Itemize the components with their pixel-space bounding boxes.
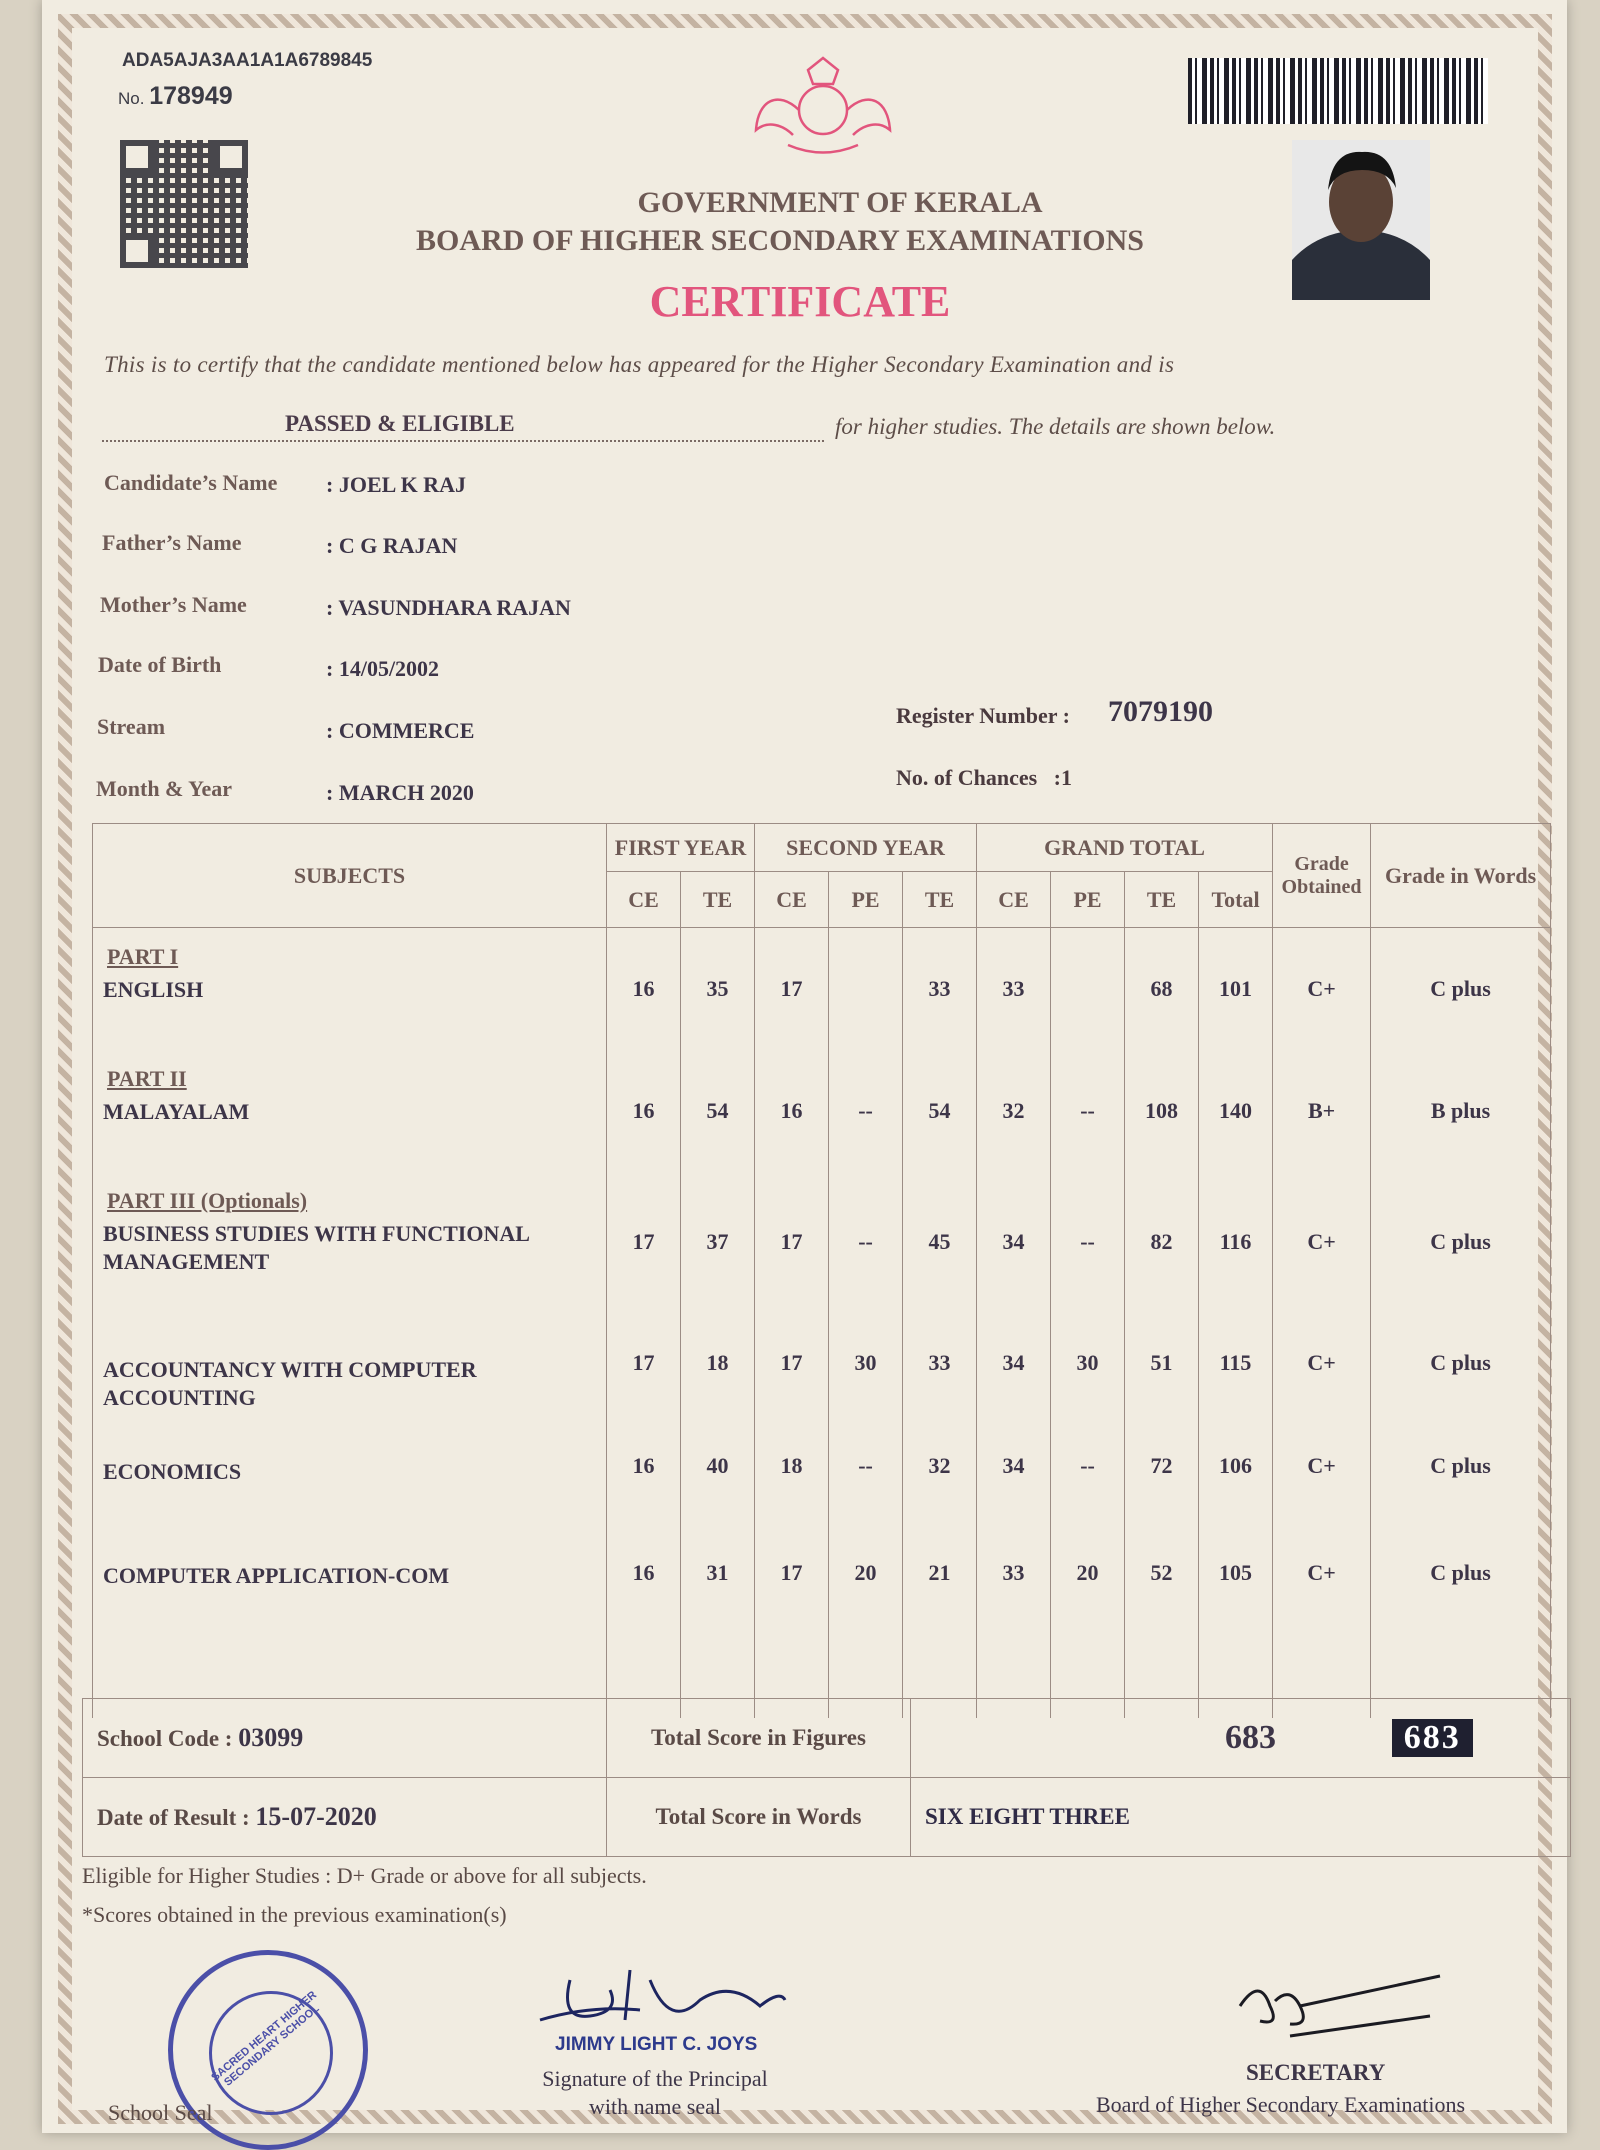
sy-pe-cell [829,928,903,1050]
subject-name: MALAYALAM [103,1098,250,1124]
grade-cell: C+ [1273,1518,1371,1628]
total-header: Total [1199,872,1273,928]
gt-te-cell: 108 [1125,1050,1199,1172]
fy-te-cell: 40 [681,1414,755,1518]
gt-ce-cell: 33 [977,1518,1051,1628]
table-row [93,1050,1551,1172]
dotted-line [102,440,824,442]
table-row [93,1518,1551,1628]
subject-cell [93,1172,607,1312]
certificate-number: No. 178949 [118,82,233,110]
te-header: TE [681,872,755,928]
subject-name: ACCOUNTANCY WITH COMPUTER ACCOUNTING [103,1356,477,1410]
grade-cell: C+ [1273,1312,1371,1414]
field-value: : VASUNDHARA RAJAN [326,595,571,620]
gt-te-cell: 82 [1125,1172,1199,1312]
total-words: SIX EIGHT THREE [911,1778,1571,1857]
subject-cell [93,1050,607,1172]
gt-ce-cell: 34 [977,1172,1051,1312]
school-code: School Code : 03099 [83,1699,607,1778]
sy-te-cell: 32 [903,1414,977,1518]
total-figures-label: Total Score in Figures [607,1699,911,1778]
fy-te-cell: 35 [681,928,755,1050]
total-cell: 140 [1199,1050,1273,1172]
field-label: Month & Year [96,776,233,801]
fy-ce-cell: 16 [607,1414,681,1518]
field-value: : MARCH 2020 [326,780,474,805]
sy-te-cell: 33 [903,928,977,1050]
school-seal-label: School Seal [108,2100,213,2125]
sy-ce-cell: 17 [755,928,829,1050]
fy-te-cell: 37 [681,1172,755,1312]
principal-name-seal: JIMMY LIGHT C. JOYS [555,2034,758,2055]
sy-pe-cell: -- [829,1172,903,1312]
seal-text: SACRED HEART HIGHER SECONDARY SCHOOL [209,1988,322,2089]
grade-cell: C+ [1273,928,1371,1050]
table-row [93,1312,1551,1414]
second-year-header: SECOND YEAR [755,824,977,872]
words-cell: C plus [1371,1312,1551,1414]
sy-ce-cell: 18 [755,1414,829,1518]
fy-ce-cell: 17 [607,1172,681,1312]
gt-te-cell: 68 [1125,928,1199,1050]
part-label: PART III (Optionals) [107,1187,308,1213]
words-cell: B plus [1371,1050,1551,1172]
secretary-title: SECRETARY [1246,2060,1386,2085]
subject-cell [93,1414,607,1518]
subject-name: ENGLISH [103,977,204,1002]
grade-cell: C+ [1273,1414,1371,1518]
principal-signature [530,1950,790,2040]
words-cell: C plus [1371,1518,1551,1628]
gt-te-cell: 51 [1125,1312,1199,1414]
total-figures: 683 683 [911,1699,1571,1778]
fy-te-cell: 18 [681,1312,755,1414]
first-year-header: FIRST YEAR [607,824,755,872]
ce-header: CE [977,872,1051,928]
fy-te-cell: 31 [681,1518,755,1628]
sy-ce-cell: 17 [755,1172,829,1312]
gt-ce-cell: 32 [977,1050,1051,1172]
board-heading: BOARD OF HIGHER SECONDARY EXAMINATIONS [416,224,1144,257]
te-header: TE [1125,872,1199,928]
total-cell: 116 [1199,1172,1273,1312]
gt-pe-cell: 20 [1051,1518,1125,1628]
subject-cell [93,928,607,1050]
sy-ce-cell: 17 [755,1312,829,1414]
gt-te-cell: 72 [1125,1414,1199,1518]
previous-note: *Scores obtained in the previous examination(s) [82,1902,507,1927]
register-number-label: Register Number : [896,703,1070,728]
field-value: : C G RAJAN [326,533,458,558]
gt-pe-cell: 30 [1051,1312,1125,1414]
sy-pe-cell: -- [829,1414,903,1518]
principal-signature-sublabel: with name seal [589,2094,721,2119]
total-cell: 105 [1199,1518,1273,1628]
gt-pe-cell: -- [1051,1050,1125,1172]
part-label: PART I [107,944,179,969]
gt-ce-cell: 34 [977,1414,1051,1518]
sy-pe-cell: 20 [829,1518,903,1628]
sy-te-cell: 21 [903,1518,977,1628]
total-figures-hologram: 683 [1392,1719,1473,1757]
table-row [93,1172,1551,1312]
sy-pe-cell: 30 [829,1312,903,1414]
fy-ce-cell: 16 [607,1050,681,1172]
field-value: : JOEL K RAJ [326,472,466,497]
total-words-label: Total Score in Words [607,1778,911,1857]
pe-header: PE [1051,872,1125,928]
kerala-emblem-icon [738,50,908,160]
grade-cell: B+ [1273,1050,1371,1172]
grand-total-header: GRAND TOTAL [977,824,1273,872]
field-label: Father’s Name [102,530,242,555]
field-label: Candidate’s Name [104,470,278,495]
intro-text-continued: for higher studies. The details are shown below. [835,414,1276,439]
gt-pe-cell [1051,928,1125,1050]
government-heading: GOVERNMENT OF KERALA [637,186,1043,219]
fy-te-cell: 54 [681,1050,755,1172]
subjects-header: SUBJECTS [93,824,607,928]
sy-pe-cell: -- [829,1050,903,1172]
fy-ce-cell: 16 [607,1518,681,1628]
gt-pe-cell: -- [1051,1414,1125,1518]
sy-ce-cell: 16 [755,1050,829,1172]
chances: No. of Chances :1 [896,765,1072,790]
grade-words-header: Grade in Words [1371,824,1551,928]
words-cell: C plus [1371,1414,1551,1518]
certificate-title: CERTIFICATE [649,277,951,326]
field-value: : COMMERCE [326,718,475,743]
date-of-result: Date of Result : 15-07-2020 [83,1778,607,1857]
fy-ce-cell: 16 [607,928,681,1050]
words-cell: C plus [1371,928,1551,1050]
te-header: TE [903,872,977,928]
total-cell: 115 [1199,1312,1273,1414]
gt-ce-cell: 34 [977,1312,1051,1414]
total-cell: 106 [1199,1414,1273,1518]
serial-code: ADA5AJA3AA1A1A6789845 [122,50,373,71]
secretary-signature [1230,1966,1450,2046]
result-status: PASSED & ELIGIBLE [285,411,515,436]
grade-obtained-header: Grade Obtained [1273,824,1371,928]
field-value: : 14/05/2002 [326,656,440,681]
secretary-board: Board of Higher Secondary Examinations [1096,2092,1466,2117]
pe-header: PE [829,872,903,928]
subject-cell [93,1312,607,1414]
ce-header: CE [755,872,829,928]
gt-te-cell: 52 [1125,1518,1199,1628]
score-summary [82,1698,1571,1857]
ce-header: CE [607,872,681,928]
grade-cell: C+ [1273,1172,1371,1312]
sy-ce-cell: 17 [755,1518,829,1628]
total-cell: 101 [1199,928,1273,1050]
fy-ce-cell: 17 [607,1312,681,1414]
gt-pe-cell: -- [1051,1172,1125,1312]
table-row [93,928,1551,1050]
subject-name: ECONOMICS [103,1458,242,1484]
barcode-icon [1188,58,1488,124]
part-label: PART II [107,1065,187,1091]
marks-table [92,823,1551,1718]
table-row [93,1414,1551,1518]
principal-signature-label: Signature of the Principal [542,2066,768,2091]
gt-ce-cell: 33 [977,928,1051,1050]
eligibility-note: Eligible for Higher Studies : D+ Grade or above for all subjects. [82,1863,647,1888]
subject-name: BUSINESS STUDIES WITH FUNCTIONAL MANAGEMENT [103,1220,529,1274]
field-label: Stream [97,714,166,739]
field-label: Date of Birth [98,652,222,677]
intro-text: This is to certify that the candidate mentioned below has appeared for the Higher Secondary Examination and is [104,352,1175,377]
sy-te-cell: 54 [903,1050,977,1172]
subject-cell [93,1518,607,1628]
words-cell: C plus [1371,1172,1551,1312]
sy-te-cell: 45 [903,1172,977,1312]
register-number: 7079190 [1108,695,1213,728]
sy-te-cell: 33 [903,1312,977,1414]
field-label: Mother’s Name [100,592,247,617]
subject-name: COMPUTER APPLICATION-COM [103,1562,450,1588]
